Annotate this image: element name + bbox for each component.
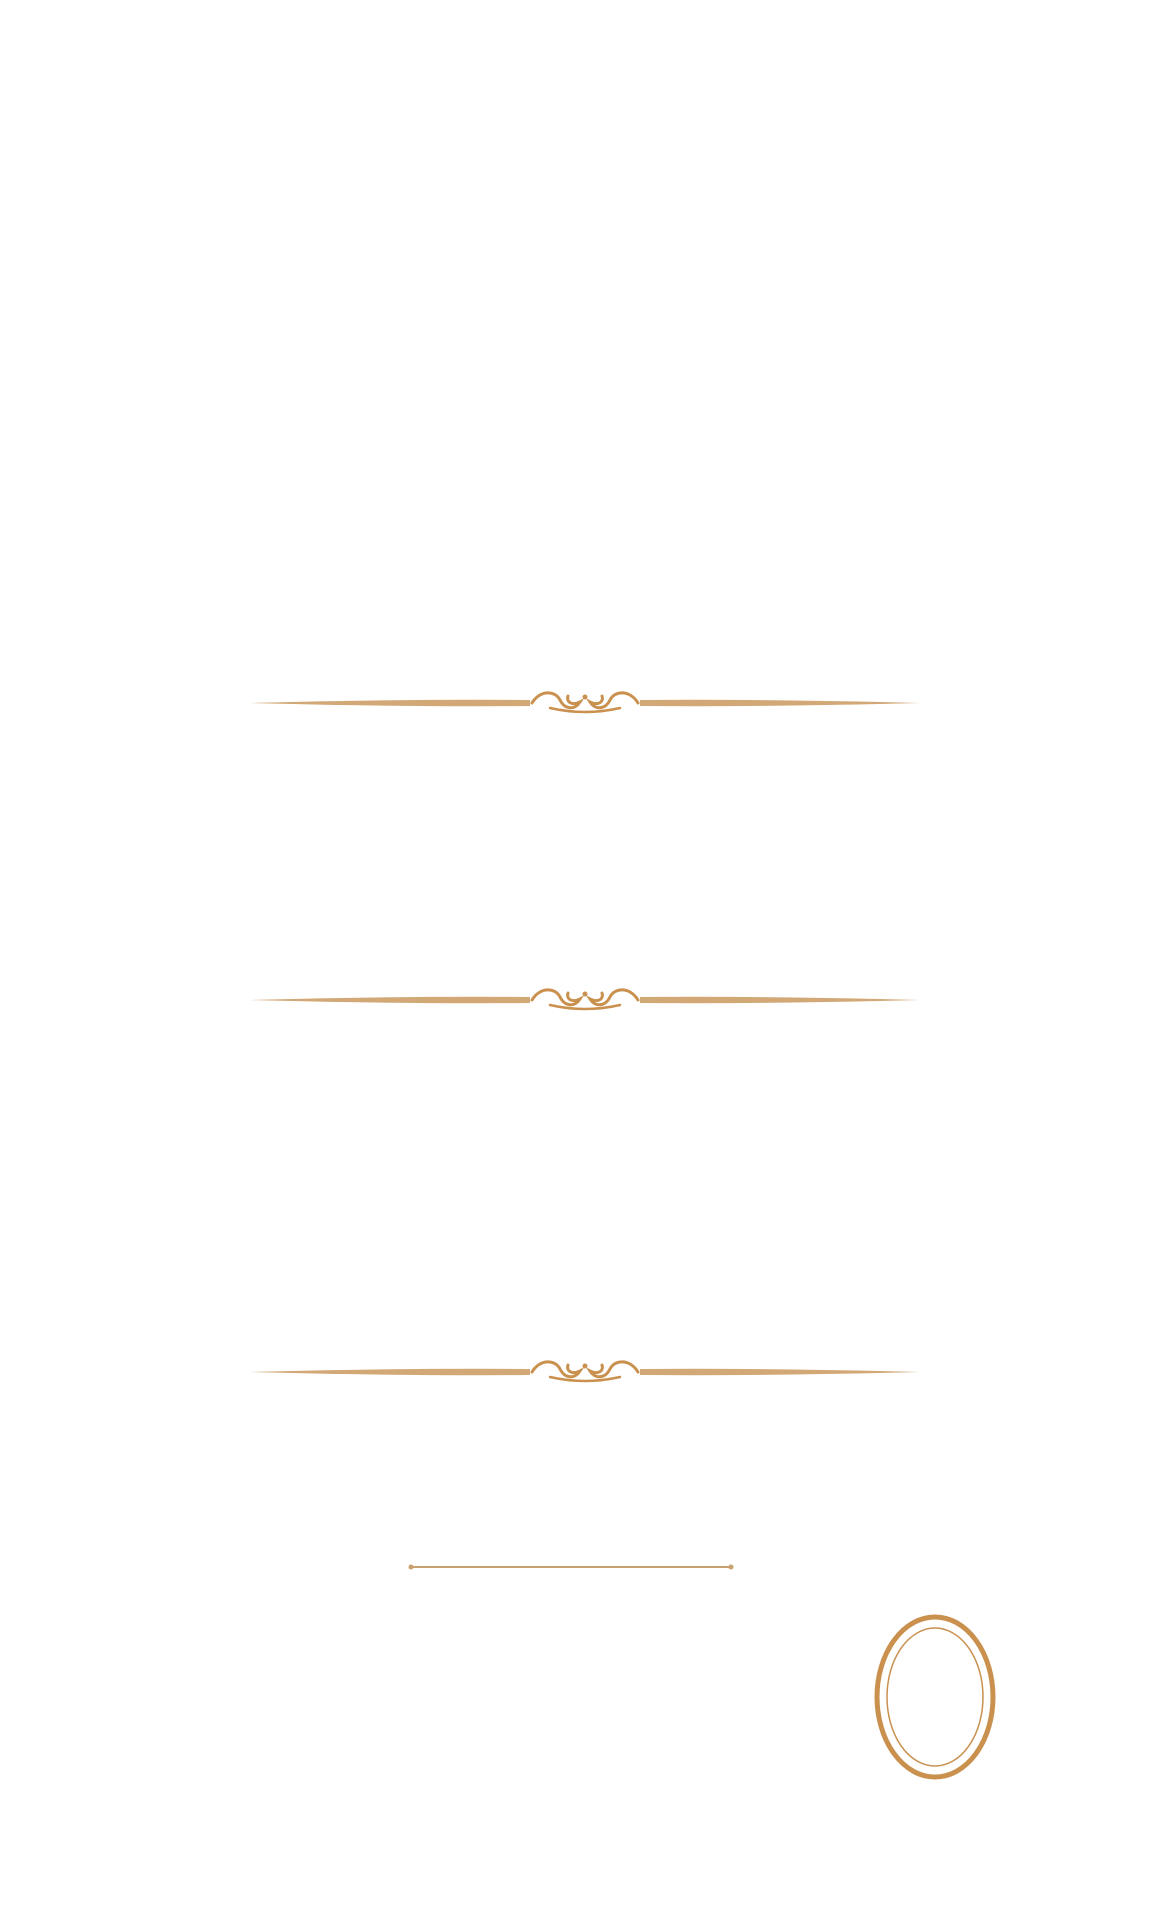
- restaurant-logo-seal: [835, 1612, 1035, 1782]
- ornament-divider: [250, 1357, 920, 1387]
- entrees-right-column: [565, 178, 1105, 192]
- ornament-divider: [250, 688, 920, 718]
- footer-rule: [407, 1563, 735, 1571]
- sides-row: [0, 1495, 1166, 1525]
- ornament-divider: [250, 985, 920, 1015]
- entrees-left-column: [40, 178, 550, 192]
- sandwich-column-1: [40, 832, 420, 846]
